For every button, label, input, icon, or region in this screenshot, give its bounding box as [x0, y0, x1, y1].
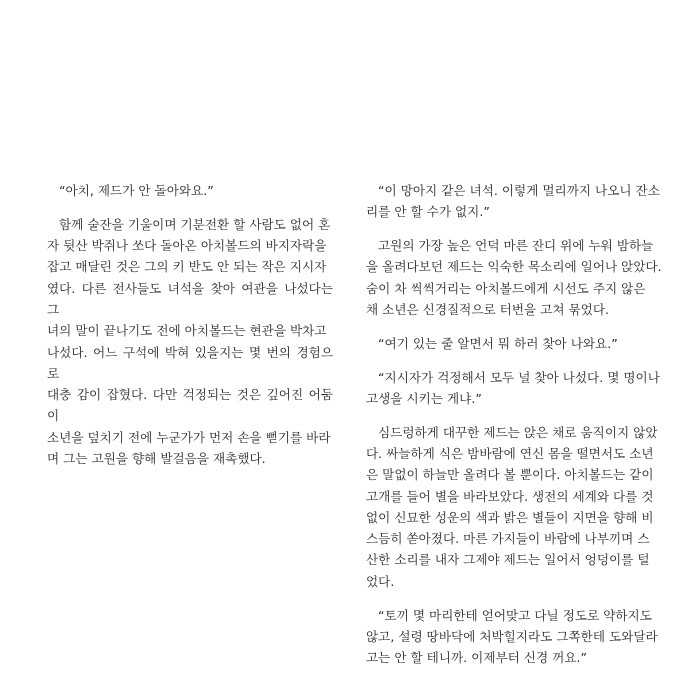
paragraph-right-5: 심드렁하게 대꾸한 제드는 앉은 채로 움직이지 않았 다. 싸늘하게 식은 밤바람에 연신 몸을 떨면서도 소년 은 말없이 하늘만 올려다 볼 뿐이다. 아치볼드는 같이 고개를 들어 별을 바라보았다. 생전의 세계와 다를 것 없이 신묘한 성운의 색과 밝은 별들이 지면을 향해 비 스듬히 쏟아졌다. 마른 가지들이 바람에 나부끼며 스 산한 소리를 내자 그제야 제드는 일어서 엉덩이를 털 었다. [366, 424, 658, 589]
paragraph-right-6: “토끼 몇 마리한테 얻어맞고 다닐 정도로 약하지도 않고, 설령 땅바닥에 처박힐지라도 그쪽한테 도와달라 고는 안 할 테니까. 이제부터 신경 꺼요.” [366, 607, 658, 666]
paragraph-right-2: 고원의 가장 높은 언덕 마른 잔디 위에 누워 밤하늘 을 올려다보던 제드는 익숙한 목소리에 일어나 앉았다. 숨이 차 씩씩거리는 아치볼드에게 시선도 주지 않은 채 소년은 신경질적으로 터번을 고쳐 묶었다. [366, 238, 662, 317]
paragraph-right-1: “이 망아지 같은 녀석. 이렇게 멀리까지 나오니 잔소 리를 안 할 수가 없지.” [366, 183, 660, 220]
paragraph-left-1: “아치, 제드가 안 돌아와요.” [59, 183, 214, 198]
right-text-column [366, 180, 662, 681]
paragraph-left-2: 함께 술잔을 기울이며 기분전환 할 사람도 없어 혼 자 뒷산 박쥐나 쏘다 돌아온 아치볼드의 바지자락을 잡고 매달린 것은 그의 키 반도 안 되는 작은 지시자 였다. 다른 전사들도 녀석을 찾아 여관을 나섰다는 그 녀의 말이 끝나기도 전에 아치볼드는 현관을 박차고 나섰다. 어느 구석에 박혀 있을지는 몇 번의 경험으로 대충 감이 잡혔다. 다만 걱정되는 것은 깊어진 어둠이 소년을 덮치기 전에 누군가가 먼저 손을 뻗기를 바라 며 그는 고원을 향해 발걸음을 재촉했다. [47, 216, 333, 467]
paragraph-right-3: “여기 있는 줄 알면서 뭐 하러 찾아 나와요.” [378, 335, 618, 351]
left-text-column [47, 180, 333, 482]
paragraph-right-4: “지시자가 걱정해서 모두 널 찾아 나섰다. 몇 명이나 고생을 시키는 게냐.” [366, 369, 660, 406]
